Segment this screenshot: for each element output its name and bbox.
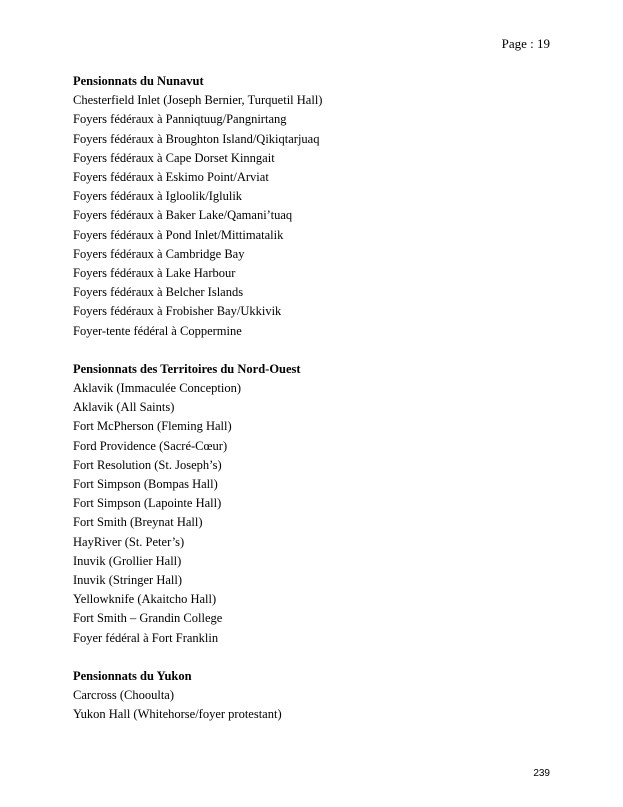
list-item: Foyers fédéraux à Frobisher Bay/Ukkivik <box>73 304 282 319</box>
list-item: Fort Smith – Grandin College <box>73 611 223 626</box>
section-title: Pensionnats du Yukon <box>73 668 192 683</box>
list-item: Foyer-tente fédéral à Coppermine <box>73 323 242 338</box>
list-item: Foyer fédéral à Fort Franklin <box>73 630 219 645</box>
list-item: Foyers fédéraux à Belcher Islands <box>73 285 244 300</box>
list-item: Chesterfield Inlet (Joseph Bernier, Turquetil Hall) <box>73 93 323 108</box>
entry-list <box>73 686 563 724</box>
list-item: Fort Simpson (Bompas Hall) <box>73 477 218 492</box>
list-item: Inuvik (Stringer Hall) <box>73 573 183 588</box>
list-item: Foyers fédéraux à Cambridge Bay <box>73 246 245 261</box>
list-item: Yellowknife (Akaitcho Hall) <box>73 592 217 607</box>
entry-list <box>73 91 563 341</box>
section-nwt <box>73 360 563 648</box>
document-content <box>73 72 563 744</box>
list-item: Foyers fédéraux à Broughton Island/Qikiqtarjuaq <box>73 131 320 146</box>
list-item: Fort McPherson (Fleming Hall) <box>73 419 232 434</box>
list-item: Foyers fédéraux à Pond Inlet/Mittimatalik <box>73 227 284 242</box>
list-item: Foyers fédéraux à Igloolik/Iglulik <box>73 189 243 204</box>
list-item: Fort Simpson (Lapointe Hall) <box>73 496 222 511</box>
list-item: Foyers fédéraux à Baker Lake/Qamani’tuaq <box>73 208 293 223</box>
list-item: Foyers fédéraux à Cape Dorset Kinngait <box>73 150 275 165</box>
page-header: Page : 19 <box>501 36 550 51</box>
section-title: Pensionnats des Territoires du Nord-Ouest <box>73 361 301 376</box>
list-item: Foyers fédéraux à Lake Harbour <box>73 266 236 281</box>
list-item: Aklavik (All Saints) <box>73 400 175 415</box>
section-title: Pensionnats du Nunavut <box>73 74 204 88</box>
list-item: Carcross (Chooulta) <box>73 688 175 703</box>
list-item: Fort Smith (Breynat Hall) <box>73 515 203 530</box>
list-item: Yukon Hall (Whitehorse/foyer protestant) <box>73 707 282 722</box>
section-yukon <box>73 667 563 725</box>
page-number: 239 <box>533 768 550 779</box>
list-item: Inuvik (Grollier Hall) <box>73 553 182 568</box>
list-item: Fort Resolution (St. Joseph’s) <box>73 457 222 472</box>
section-nunavut <box>73 72 563 341</box>
list-item: Aklavik (Immaculée Conception) <box>73 381 241 396</box>
list-item: Foyers fédéraux à Panniqtuug/Pangnirtang <box>73 112 287 127</box>
list-item: Ford Providence (Sacré-Cœur) <box>73 438 228 453</box>
entry-list <box>73 379 563 648</box>
list-item: HayRiver (St. Peter’s) <box>73 534 185 549</box>
list-item: Foyers fédéraux à Eskimo Point/Arviat <box>73 170 269 185</box>
